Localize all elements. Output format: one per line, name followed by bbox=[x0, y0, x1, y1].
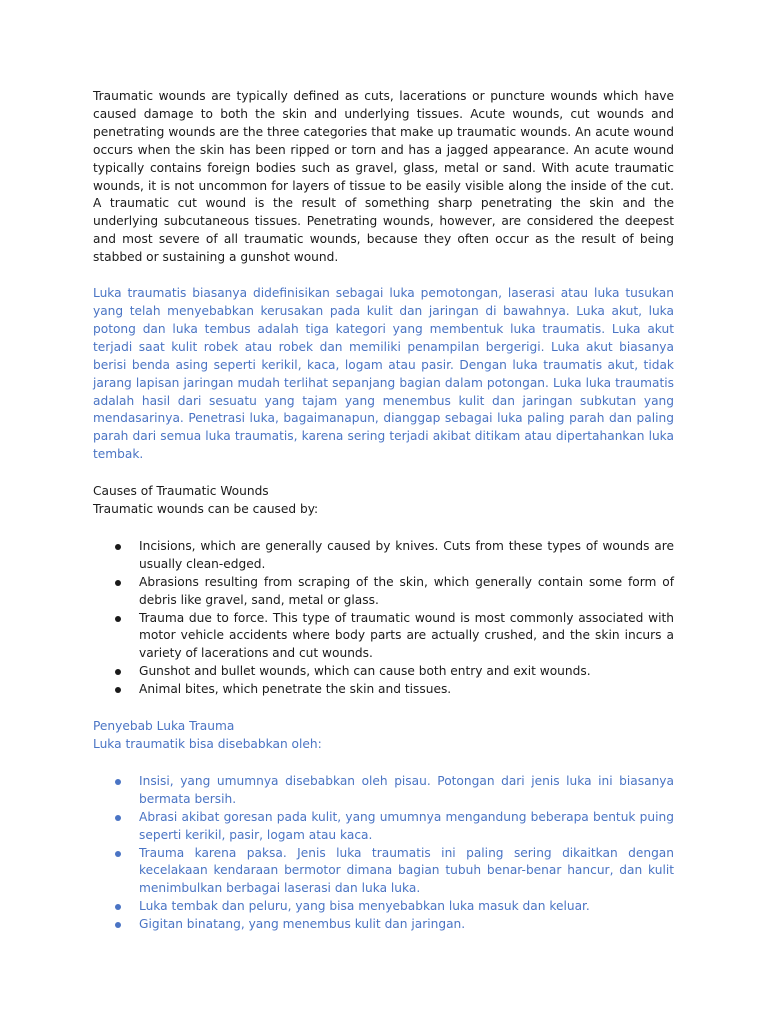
bullet-icon bbox=[115, 922, 121, 928]
list-item bbox=[93, 663, 674, 681]
list-item bbox=[93, 845, 674, 899]
list-item-text: Insisi, yang umumnya disebabkan oleh pisau. Potongan dari jenis luka ini biasanya bermata bersih. bbox=[139, 773, 674, 806]
bullet-icon bbox=[115, 779, 121, 785]
bullet-icon bbox=[115, 687, 121, 693]
list-item-text: Trauma due to force. This type of traumatic wound is most commonly associated with motor vehicle accidents where body parts are actually crushed, and the skin incurs a variety of lacerations and cut wounds. bbox=[139, 610, 674, 661]
english-causes-subheading: Traumatic wounds can be caused by: bbox=[93, 502, 319, 517]
list-item-text: Abrasions resulting from scraping of the skin, which generally contain some form of debris like gravel, sand, metal or glass. bbox=[139, 574, 674, 607]
english-causes-list bbox=[93, 538, 674, 699]
list-item-text: Animal bites, which penetrate the skin and tissues. bbox=[139, 682, 452, 697]
list-item-text: Gunshot and bullet wounds, which can cause both entry and exit wounds. bbox=[139, 664, 591, 679]
bullet-icon bbox=[115, 904, 121, 910]
bullet-icon bbox=[115, 616, 121, 622]
indonesian-causes-heading: Penyebab Luka Trauma bbox=[93, 719, 235, 734]
bullet-icon bbox=[115, 851, 121, 857]
bullet-icon bbox=[115, 815, 121, 821]
list-item-text: Incisions, which are generally caused by knives. Cuts from these types of wounds are usually clean-edged. bbox=[139, 538, 674, 571]
list-item-text: Abrasi akibat goresan pada kulit, yang umumnya mengandung beberapa bentuk puing seperti kerikil, pasir, logam atau kaca. bbox=[139, 809, 674, 842]
indonesian-intro-paragraph: Luka traumatis biasanya didefinisikan sebagai luka pemotongan, laserasi atau luka tusukan yang telah menyebabkan kerusakan pada kulit dan jaringan di bawahnya. Luka akut, luka potong dan luka tembus adalah tiga kategori yang membentuk luka traumatis. Luka akut terjadi saat kulit robek atau robek dan memiliki penampilan bergerigi. Luka akut biasanya berisi benda asing seperti kerikil, kaca, logam atau pasir. Dengan luka traumatis akut, tidak jarang lapisan jaringan mudah terlihat sepanjang bagian dalam potongan. Luka luka traumatis adalah hasil dari sesuatu yang tajam yang menembus kulit dan jaringan subkutan yang mendasarinya. Penetrasi luka, bagaimanapun, dianggap sebagai luka paling parah dan paling parah dari semua luka traumatis, karena sering terjadi akibat ditikam atau dipertahankan luka tembak. bbox=[93, 286, 674, 462]
bullet-icon bbox=[115, 544, 121, 550]
list-item bbox=[93, 681, 674, 699]
list-item bbox=[93, 610, 674, 664]
list-item bbox=[93, 898, 674, 916]
indonesian-causes-list bbox=[93, 773, 674, 934]
bullet-icon bbox=[115, 669, 121, 675]
english-intro-paragraph: Traumatic wounds are typically defined as cuts, lacerations or puncture wounds which have caused damage to both the skin and underlying tissues. Acute wounds, cut wounds and penetrating wounds are the three categories that make up traumatic wounds. An acute wound occurs when the skin has been ripped or torn and has a jagged appearance. An acute wound typically contains foreign bodies such as gravel, glass, metal or sand. With acute traumatic wounds, it is not uncommon for layers of tissue to be easily visible along the inside of the cut. A traumatic cut wound is the result of something sharp penetrating the skin and the underlying subcutaneous tissues. Penetrating wounds, however, are considered the deepest and most severe of all traumatic wounds, because they often occur as the result of being stabbed or sustaining a gunshot wound. bbox=[93, 89, 674, 265]
english-causes-heading: Causes of Traumatic Wounds bbox=[93, 484, 269, 499]
list-item bbox=[93, 773, 674, 809]
english-causes-section bbox=[93, 483, 674, 699]
document-page bbox=[93, 88, 674, 934]
list-item bbox=[93, 574, 674, 610]
bullet-icon bbox=[115, 580, 121, 586]
list-item-text: Luka tembak dan peluru, yang bisa menyebabkan luka masuk dan keluar. bbox=[139, 899, 590, 914]
list-item bbox=[93, 916, 674, 934]
list-item-text: Trauma karena paksa. Jenis luka traumatis ini paling sering dikaitkan dengan kecelakaan kendaraan bermotor dimana bagian tubuh benar-benar hancur, dan kulit menimbulkan berbagai laserasi dan luka luka. bbox=[139, 845, 674, 896]
list-item bbox=[93, 538, 674, 574]
list-item-text: Gigitan binatang, yang menembus kulit dan jaringan. bbox=[139, 917, 466, 932]
list-item bbox=[93, 809, 674, 845]
indonesian-causes-section bbox=[93, 718, 674, 934]
indonesian-causes-subheading: Luka traumatik bisa disebabkan oleh: bbox=[93, 737, 322, 751]
